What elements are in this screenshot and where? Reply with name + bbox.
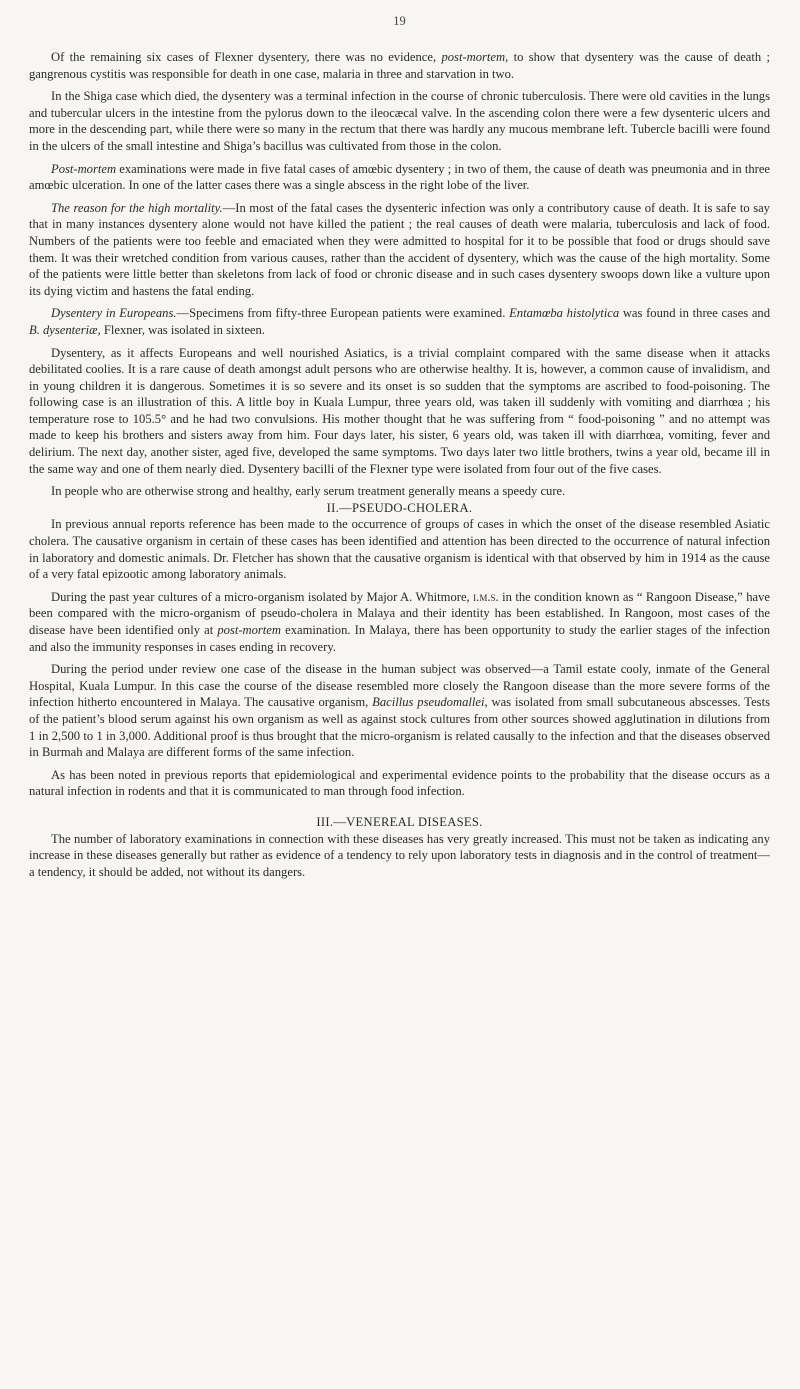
paragraph-rodent-infection: As has been noted in previous reports that epidemiological and experimental evidence points to the probability that the disease occurs as a natural infection in rodents and that it is communicated to man through food infection. xyxy=(29,767,770,799)
paragraph-pseudo-cholera-intro: In previous annual reports reference has been made to the occurrence of groups of cases in which the onset of the disease resembled Asiatic cholera. The causative organism in certain of these cases has been identified and attention has been directed to the occurrence of natural infection in laboratory and domestic animals. Dr. Fletcher has shown that the causative organism is identical with that observed by him in 1914 as the cause of a very fatal epizootic among laboratory animals. xyxy=(29,517,770,582)
paragraph-high-mortality: The reason for the high mortality.—In most of the fatal cases the dysenteric infection was only a contributory cause of death. It is safe to say that in many instances dysentery alone would not have killed the patient ; the real causes of death were malaria, tuberculosis and lack of food. Numbers of the patients were too feeble and emaciated when they were admitted to hospital for it to be possible that food or drugs should save them. It was their wretched condition from various causes, rather than the accident of dysentery, which was the cause of the high mortality. Some of the patients were little better than skeletons from lack of food or chronic disease and in such cases dysentery swoops down like a vulture upon its dying victim and hastens the fatal ending. xyxy=(29,200,770,298)
paragraph-tamil-case: During the period under review one case of the disease in the human subject was observed—a Tamil estate cooly, inmate of the General Hospital, Kuala Lumpur. In this case the course of the disease resembled more closely the Rangoon disease than the more severe forms of the infection hitherto encountered in Malaya. The causative organism, Bacillus pseudomallei, was isolated from small subcutaneous abscesses. Tests of the patient’s blood serum against his own organism as well as against stock cultures from other sources showed agglutination in dilutions from 1 in 2,500 to 1 in 3,000. Additional proof is thus brought that the micro-organism is related causally to the infection and that the diseases observed in Burmah and Malaya are different forms of the same infection. xyxy=(29,662,770,760)
paragraph-dysentery-trivial: Dysentery, as it affects Europeans and well nourished Asiatics, is a trivial complaint compared with the same disease when it attacks debilitated coolies. It is a rare cause of death amongst adult persons who are otherwise healthy. It is, however, a common cause of invalidism, and in young children it is dangerous. Sometimes it is so severe and its onset is so sudden that the symptoms are ascribed to food-poisoning. The following case is an illustration of this. A little boy in Kuala Lumpur, three years old, was taken ill suddenly with vomiting and diarrhœa ; his temperature rose to 105.5° and he had two convulsions. His mother thought that he was suffering from “ food-poisoning ” and no attempt was made to keep his brothers and sisters away from him. Four days later, his sister, 6 years old, was taken ill with diarrhœa, vomiting, fever and delirium. The next day, another sister, aged five, developed the same symptoms. Two days later two little brothers, twins a year old, became ill in the same way and one of them nearly died. Dysentery bacilli of the Flexner type were isolated from four out of the five cases. xyxy=(29,345,770,476)
page-number: 19 xyxy=(393,14,406,28)
paragraph-venereal-examinations: The number of laboratory examinations in connection with these diseases has very greatly increased. This must not be taken as indicating any increase in these diseases generally but rather as evidence of a tendency to rely upon laboratory tests in diagnosis and in the control of treatment—a tendency, it should be added, not without its dangers. xyxy=(29,831,770,879)
paragraph-amoebic-postmortem: Post-mortem examinations were made in five fatal cases of amœbic dysentery ; in two of them, the cause of death was pneumonia and in three amœbic ulceration. In one of the latter cases there was a single abscess in the right lobe of the liver. xyxy=(29,161,770,193)
paragraph-serum-treatment: In people who are otherwise strong and healthy, early serum treatment generally means a speedy cure. xyxy=(51,484,566,499)
paragraph-rangoon-disease: During the past year cultures of a micro-organism isolated by Major A. Whitmore, i.m.s. in the condition known as “ Rangoon Disease,” have been compared with the micro-organism of pseudo-cholera in Malaya and their identity has been established. In Rangoon, most cases of the disease have been identified only at post-mortem examination. In Malaya, there has been opportunity to study the earlier stages of the infection and also the immunity responses in cases ending in recovery. xyxy=(29,589,770,654)
paragraph-dysentery-europeans: Dysentery in Europeans.—Specimens from fifty-three European patients were examined. Entamœba histolytica was found in three cases and B. dysenteriæ, Flexner, was isolated in sixteen. xyxy=(29,306,771,337)
paragraph-shiga-case: In the Shiga case which died, the dysentery was a terminal infection in the course of chronic tuberculosis. There were old cavities in the lungs and tubercular ulcers in the intestine from the pylorus down to the ileocæcal valve. In the ascending colon there were a few dysenteric ulcers and more in the descending part, while there were so many in the rectum that there was hardly any mucous membrane left. Tubercle bacilli were found in the ulcers of the small intestine and Shiga’s bacillus was cultivated from those in the colon. xyxy=(29,89,770,153)
section-heading-venereal: III.—VENEREAL DISEASES. xyxy=(316,814,483,829)
section-heading-pseudo-cholera: II.—PSEUDO-CHOLERA. xyxy=(326,500,473,515)
paragraph-flexner-remaining: Of the remaining six cases of Flexner dysentery, there was no evidence, post-mortem, to show that dysentery was the cause of death ; gangrenous cystitis was responsible for death in one case, malaria in three and starvation in two. xyxy=(29,50,770,81)
